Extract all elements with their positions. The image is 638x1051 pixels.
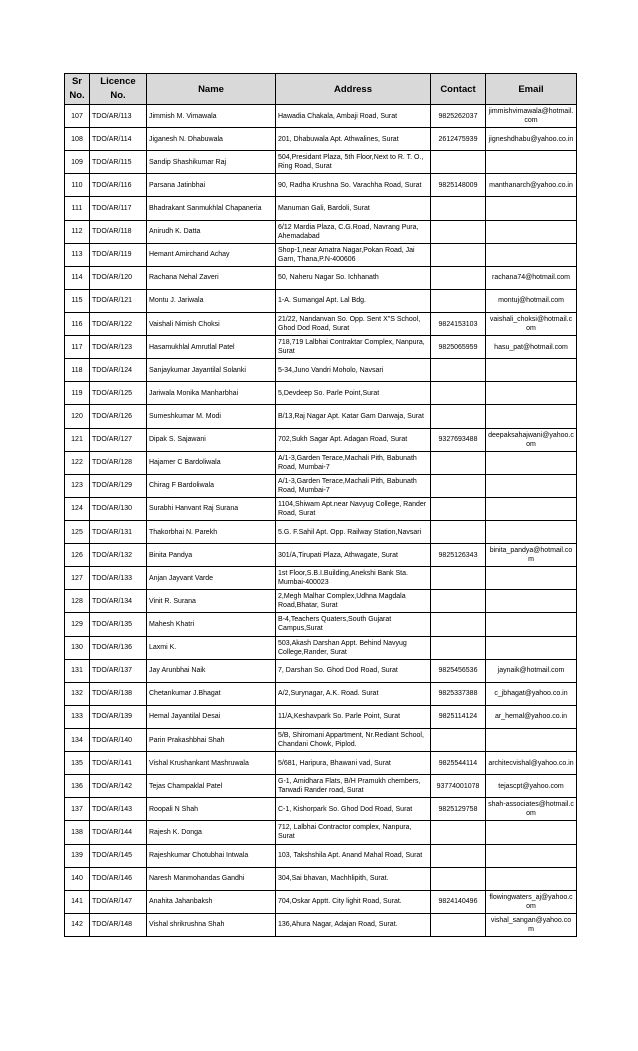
header-name: Name: [147, 74, 276, 105]
licence-no-cell: TDO/AR/126: [90, 405, 147, 428]
table-row: [65, 105, 577, 128]
name-cell: Rajeshkumar Chotubhai Intwala: [147, 844, 276, 867]
licence-no-cell: TDO/AR/144: [90, 821, 147, 844]
address-cell: 50, Naheru Nagar So. Ichhanath: [276, 266, 431, 289]
licence-no-cell: TDO/AR/133: [90, 567, 147, 590]
address-cell: 1-A. Sumangal Apt. Lal Bdg.: [276, 289, 431, 312]
contact-cell: 9825148009: [431, 174, 486, 197]
name-cell: Montu J. Jariwala: [147, 289, 276, 312]
licence-no-cell: TDO/AR/130: [90, 497, 147, 520]
licence-no-cell: TDO/AR/141: [90, 752, 147, 775]
address-cell: 7, Darshan So. Ghod Dod Road, Surat: [276, 659, 431, 682]
email-cell: [486, 451, 577, 474]
sr-no-cell: 134: [65, 728, 90, 751]
email-cell: [486, 151, 577, 174]
address-cell: 136,Ahura Nagar, Adajan Road, Surat.: [276, 913, 431, 936]
email-cell: binita_pandya@hotmail.com: [486, 544, 577, 567]
table-row: [65, 405, 577, 428]
name-cell: Binita Pandya: [147, 544, 276, 567]
contact-cell: [431, 197, 486, 220]
contact-cell: [431, 243, 486, 266]
table-row: [65, 289, 577, 312]
contact-cell: [431, 266, 486, 289]
licence-no-cell: TDO/AR/138: [90, 682, 147, 705]
sr-no-cell: 125: [65, 520, 90, 543]
contact-cell: 9825129758: [431, 798, 486, 821]
address-cell: 90, Radha Krushna So. Varachha Road, Surat: [276, 174, 431, 197]
name-cell: Anjan Jayvant Varde: [147, 567, 276, 590]
contact-cell: 9825126343: [431, 544, 486, 567]
licence-no-cell: TDO/AR/116: [90, 174, 147, 197]
name-cell: Jay Arunbhai Naik: [147, 659, 276, 682]
licence-no-cell: TDO/AR/143: [90, 798, 147, 821]
sr-no-cell: 139: [65, 844, 90, 867]
table-header-row: [65, 74, 577, 105]
licence-no-cell: TDO/AR/142: [90, 775, 147, 798]
email-cell: [486, 520, 577, 543]
table-row: [65, 197, 577, 220]
email-cell: jimmishvimawala@hotmail.com: [486, 105, 577, 128]
licence-no-cell: TDO/AR/146: [90, 867, 147, 890]
sr-no-cell: 127: [65, 567, 90, 590]
email-cell: [486, 220, 577, 243]
contact-cell: [431, 497, 486, 520]
licence-no-cell: TDO/AR/145: [90, 844, 147, 867]
address-cell: 704,Oskar Apptt. City lighit Road, Surat.: [276, 890, 431, 913]
name-cell: Rajesh K. Donga: [147, 821, 276, 844]
contact-cell: [431, 613, 486, 636]
name-cell: Roopali N Shah: [147, 798, 276, 821]
email-cell: c_jbhagat@yahoo.co.in: [486, 682, 577, 705]
table-row: [65, 613, 577, 636]
address-cell: 304,Sai bhavan, Machhlipith, Surat.: [276, 867, 431, 890]
contact-cell: [431, 359, 486, 382]
name-cell: Sumeshkumar M. Modi: [147, 405, 276, 428]
sr-no-cell: 120: [65, 405, 90, 428]
name-cell: Rachana Nehal Zaveri: [147, 266, 276, 289]
sr-no-cell: 130: [65, 636, 90, 659]
table-row: [65, 520, 577, 543]
address-cell: Shop-1,near Amatra Nagar,Pokan Road, Jai Garn, Thana,P.N-400606: [276, 243, 431, 266]
name-cell: Parsana Jatinbhai: [147, 174, 276, 197]
sr-no-cell: 117: [65, 336, 90, 359]
contact-cell: [431, 728, 486, 751]
contact-cell: 9825544114: [431, 752, 486, 775]
email-cell: [486, 567, 577, 590]
address-cell: A/1-3,Garden Terace,Machali Pith, Babunath Road, Mumbai-7: [276, 451, 431, 474]
address-cell: A/2,Surynagar, A.K. Road. Surat: [276, 682, 431, 705]
header-contact: Contact: [431, 74, 486, 105]
sr-no-cell: 135: [65, 752, 90, 775]
address-cell: 503,Akash Darshan Appt. Behind Navyug College,Rander, Surat: [276, 636, 431, 659]
email-cell: montuj@hotmail.com: [486, 289, 577, 312]
email-cell: [486, 382, 577, 405]
contact-cell: [431, 590, 486, 613]
contact-cell: [431, 844, 486, 867]
email-cell: hasu_pat@hotmail.com: [486, 336, 577, 359]
address-cell: 1st Floor,S.B.I.Building,Anekshi Bank Sta. Mumbai-400023: [276, 567, 431, 590]
address-cell: B/13,Raj Nagar Apt. Katar Gam Darwaja, Surat: [276, 405, 431, 428]
contact-cell: 9825456536: [431, 659, 486, 682]
email-cell: [486, 497, 577, 520]
contact-cell: [431, 474, 486, 497]
name-cell: Anirudh K. Datta: [147, 220, 276, 243]
name-cell: Vishal shrikrushna Shah: [147, 913, 276, 936]
address-cell: 5.G. F.Sahil Apt. Opp. Railway Station,Navsari: [276, 520, 431, 543]
table-row: [65, 544, 577, 567]
licence-no-cell: TDO/AR/114: [90, 128, 147, 151]
email-cell: jigneshdhabu@yahoo.co.in: [486, 128, 577, 151]
licence-no-cell: TDO/AR/127: [90, 428, 147, 451]
contact-cell: [431, 520, 486, 543]
name-cell: Tejas Champaklal Patel: [147, 775, 276, 798]
contact-cell: 9327693488: [431, 428, 486, 451]
sr-no-cell: 116: [65, 312, 90, 335]
licence-no-cell: TDO/AR/122: [90, 312, 147, 335]
licence-no-cell: TDO/AR/129: [90, 474, 147, 497]
name-cell: Jimmish M. Vimawala: [147, 105, 276, 128]
sr-no-cell: 133: [65, 705, 90, 728]
email-cell: [486, 636, 577, 659]
contact-cell: 93774001078: [431, 775, 486, 798]
sr-no-cell: 122: [65, 451, 90, 474]
contact-cell: [431, 151, 486, 174]
contact-cell: 9825337388: [431, 682, 486, 705]
address-cell: 301/A,Tirupati Plaza, Athwagate, Surat: [276, 544, 431, 567]
sr-no-cell: 137: [65, 798, 90, 821]
address-cell: C-1, Kishorpark So. Ghod Dod Road, Surat: [276, 798, 431, 821]
name-cell: Hemant Amirchand Achay: [147, 243, 276, 266]
email-cell: [486, 728, 577, 751]
address-cell: 5,Devdeep So. Parle Point,Surat: [276, 382, 431, 405]
name-cell: Bhadrakant Sanmukhlal Chapaneria: [147, 197, 276, 220]
table-row: [65, 636, 577, 659]
table-row: [65, 682, 577, 705]
licence-no-cell: TDO/AR/117: [90, 197, 147, 220]
contact-cell: [431, 289, 486, 312]
table-row: [65, 844, 577, 867]
name-cell: Vaishali Nimish Choksi: [147, 312, 276, 335]
sr-no-cell: 113: [65, 243, 90, 266]
licence-no-cell: TDO/AR/118: [90, 220, 147, 243]
table-row: [65, 821, 577, 844]
table-row: [65, 243, 577, 266]
contact-cell: 9825065959: [431, 336, 486, 359]
licence-no-cell: TDO/AR/135: [90, 613, 147, 636]
sr-no-cell: 129: [65, 613, 90, 636]
address-cell: 702,Sukh Sagar Apt. Adagan Road, Surat: [276, 428, 431, 451]
table-row: [65, 474, 577, 497]
email-cell: tejascpt@yahoo.com: [486, 775, 577, 798]
sr-no-cell: 141: [65, 890, 90, 913]
address-cell: 718,719 Lalbhai Contraktar Complex, Nanpura, Surat: [276, 336, 431, 359]
email-cell: [486, 844, 577, 867]
address-cell: 2,Megh Malhar Complex,Udhna Magdala Road,Bhatar, Surat: [276, 590, 431, 613]
email-cell: manthanarch@yahoo.co.in: [486, 174, 577, 197]
sr-no-cell: 140: [65, 867, 90, 890]
licence-no-cell: TDO/AR/119: [90, 243, 147, 266]
address-cell: 712, Lalbhai Contractor complex, Nanpura, Surat: [276, 821, 431, 844]
sr-no-cell: 109: [65, 151, 90, 174]
contact-cell: 9824153103: [431, 312, 486, 335]
email-cell: [486, 197, 577, 220]
sr-no-cell: 110: [65, 174, 90, 197]
contact-cell: [431, 451, 486, 474]
address-cell: 504,Presidant Plaza, 5th Floor,Next to R. T. O., Ring Road, Surat: [276, 151, 431, 174]
licence-no-cell: TDO/AR/120: [90, 266, 147, 289]
email-cell: [486, 243, 577, 266]
email-cell: [486, 474, 577, 497]
licence-table: [64, 73, 577, 937]
licence-no-cell: TDO/AR/136: [90, 636, 147, 659]
name-cell: Chirag F Bardoliwala: [147, 474, 276, 497]
table-row: [65, 705, 577, 728]
licence-no-cell: TDO/AR/123: [90, 336, 147, 359]
table-row: [65, 728, 577, 751]
address-cell: 103, Takshshila Apt. Anand Mahal Road, Surat: [276, 844, 431, 867]
licence-no-cell: TDO/AR/134: [90, 590, 147, 613]
address-cell: 5/681, Haripura, Bhawani vad, Surat: [276, 752, 431, 775]
table-row: [65, 128, 577, 151]
header-sr-no: Sr No.: [65, 74, 90, 105]
table-row: [65, 890, 577, 913]
licence-no-cell: TDO/AR/139: [90, 705, 147, 728]
address-cell: B-4,Teachers Quaters,South Gujarat Campus,Surat: [276, 613, 431, 636]
licence-no-cell: TDO/AR/125: [90, 382, 147, 405]
name-cell: Dipak S. Sajawani: [147, 428, 276, 451]
licence-no-cell: TDO/AR/147: [90, 890, 147, 913]
sr-no-cell: 132: [65, 682, 90, 705]
email-cell: ar_hemal@yahoo.co.in: [486, 705, 577, 728]
licence-no-cell: TDO/AR/124: [90, 359, 147, 382]
sr-no-cell: 121: [65, 428, 90, 451]
name-cell: Surabhi Hanvant Raj Surana: [147, 497, 276, 520]
contact-cell: [431, 636, 486, 659]
sr-no-cell: 123: [65, 474, 90, 497]
table-row: [65, 497, 577, 520]
sr-no-cell: 118: [65, 359, 90, 382]
email-cell: [486, 613, 577, 636]
name-cell: Chetankumar J.Bhagat: [147, 682, 276, 705]
email-cell: [486, 590, 577, 613]
contact-cell: 9825114124: [431, 705, 486, 728]
contact-cell: 9825262037: [431, 105, 486, 128]
name-cell: Parin Prakashbhai Shah: [147, 728, 276, 751]
table-row: [65, 220, 577, 243]
table-row: [65, 174, 577, 197]
sr-no-cell: 115: [65, 289, 90, 312]
name-cell: Hasamukhlal Amrutlal Patel: [147, 336, 276, 359]
sr-no-cell: 124: [65, 497, 90, 520]
sr-no-cell: 112: [65, 220, 90, 243]
email-cell: architecvishal@yahoo.co.in: [486, 752, 577, 775]
contact-cell: [431, 382, 486, 405]
email-cell: [486, 359, 577, 382]
licence-table-sheet: [64, 73, 576, 937]
sr-no-cell: 114: [65, 266, 90, 289]
name-cell: Jariwala Monika Manharbhai: [147, 382, 276, 405]
name-cell: Vinit R. Surana: [147, 590, 276, 613]
name-cell: Vishal Krushankant Mashruwala: [147, 752, 276, 775]
name-cell: Sandip Shashikumar Raj: [147, 151, 276, 174]
email-cell: rachana74@hotmail.com: [486, 266, 577, 289]
table-row: [65, 798, 577, 821]
licence-no-cell: TDO/AR/128: [90, 451, 147, 474]
sr-no-cell: 126: [65, 544, 90, 567]
address-cell: G-1, Amidhara Flats, B/H Pramukh chembers, Tarwadi Rander road, Surat: [276, 775, 431, 798]
email-cell: [486, 405, 577, 428]
name-cell: Hemal Jayantilal Desai: [147, 705, 276, 728]
contact-cell: [431, 913, 486, 936]
name-cell: Laxmi K.: [147, 636, 276, 659]
email-cell: deepaksahajwani@yahoo.com: [486, 428, 577, 451]
address-cell: 21/22, Nandanvan So. Opp. Sent X"S School, Ghod Dod Road, Surat: [276, 312, 431, 335]
table-row: [65, 266, 577, 289]
contact-cell: [431, 821, 486, 844]
table-row: [65, 590, 577, 613]
header-email: Email: [486, 74, 577, 105]
header-address: Address: [276, 74, 431, 105]
table-row: [65, 382, 577, 405]
address-cell: Hawadia Chakala, Ambaji Road, Surat: [276, 105, 431, 128]
contact-cell: [431, 220, 486, 243]
email-cell: jaynaik@hotmail.com: [486, 659, 577, 682]
table-row: [65, 451, 577, 474]
email-cell: shah-associates@hotmail.com: [486, 798, 577, 821]
name-cell: Thakorbhai N. Parekh: [147, 520, 276, 543]
contact-cell: 2612475939: [431, 128, 486, 151]
address-cell: 5/B, Shiromani Appartment, Nr.Rediant School, Chandani Chowk, Piplod.: [276, 728, 431, 751]
table-row: [65, 775, 577, 798]
table-row: [65, 913, 577, 936]
email-cell: [486, 821, 577, 844]
header-licence-no: Licence No.: [90, 74, 147, 105]
address-cell: 11/A,Keshavpark So. Parle Point, Surat: [276, 705, 431, 728]
name-cell: Mahesh Khatri: [147, 613, 276, 636]
email-cell: vaishali_choksi@hotmail.com: [486, 312, 577, 335]
name-cell: Jiganesh N. Dhabuwala: [147, 128, 276, 151]
sr-no-cell: 128: [65, 590, 90, 613]
address-cell: 6/12 Mardia Plaza, C.G.Road, Navrang Pura, Ahemadabad: [276, 220, 431, 243]
name-cell: Anahita Jahanbaksh: [147, 890, 276, 913]
contact-cell: [431, 567, 486, 590]
table-row: [65, 659, 577, 682]
address-cell: 201, Dhabuwala Apt. Athwalines, Surat: [276, 128, 431, 151]
licence-no-cell: TDO/AR/148: [90, 913, 147, 936]
licence-no-cell: TDO/AR/131: [90, 520, 147, 543]
licence-no-cell: TDO/AR/132: [90, 544, 147, 567]
sr-no-cell: 111: [65, 197, 90, 220]
table-row: [65, 336, 577, 359]
sr-no-cell: 131: [65, 659, 90, 682]
sr-no-cell: 138: [65, 821, 90, 844]
sr-no-cell: 107: [65, 105, 90, 128]
contact-cell: [431, 405, 486, 428]
table-row: [65, 567, 577, 590]
table-row: [65, 151, 577, 174]
licence-no-cell: TDO/AR/140: [90, 728, 147, 751]
sr-no-cell: 119: [65, 382, 90, 405]
sr-no-cell: 142: [65, 913, 90, 936]
email-cell: [486, 867, 577, 890]
contact-cell: 9824140496: [431, 890, 486, 913]
name-cell: Naresh Manmohandas Gandhi: [147, 867, 276, 890]
email-cell: flowingwaters_aj@yahoo.com: [486, 890, 577, 913]
table-row: [65, 428, 577, 451]
sr-no-cell: 108: [65, 128, 90, 151]
name-cell: Sanjaykumar Jayantilal Solanki: [147, 359, 276, 382]
licence-no-cell: TDO/AR/137: [90, 659, 147, 682]
contact-cell: [431, 867, 486, 890]
address-cell: 5-34,Juno Vandri Moholo, Navsari: [276, 359, 431, 382]
table-row: [65, 752, 577, 775]
licence-no-cell: TDO/AR/113: [90, 105, 147, 128]
address-cell: Manuman Gali, Bardoli, Surat: [276, 197, 431, 220]
table-row: [65, 359, 577, 382]
address-cell: 1104,Shiwam Apt.near Navyug College, Rander Road, Surat: [276, 497, 431, 520]
licence-no-cell: TDO/AR/121: [90, 289, 147, 312]
table-row: [65, 312, 577, 335]
address-cell: A/1-3,Garden Terace,Machali Pith, Babunath Road, Mumbai-7: [276, 474, 431, 497]
email-cell: vishal_sangan@yahoo.com: [486, 913, 577, 936]
table-row: [65, 867, 577, 890]
name-cell: Hajamer C Bardoliwala: [147, 451, 276, 474]
sr-no-cell: 136: [65, 775, 90, 798]
licence-no-cell: TDO/AR/115: [90, 151, 147, 174]
